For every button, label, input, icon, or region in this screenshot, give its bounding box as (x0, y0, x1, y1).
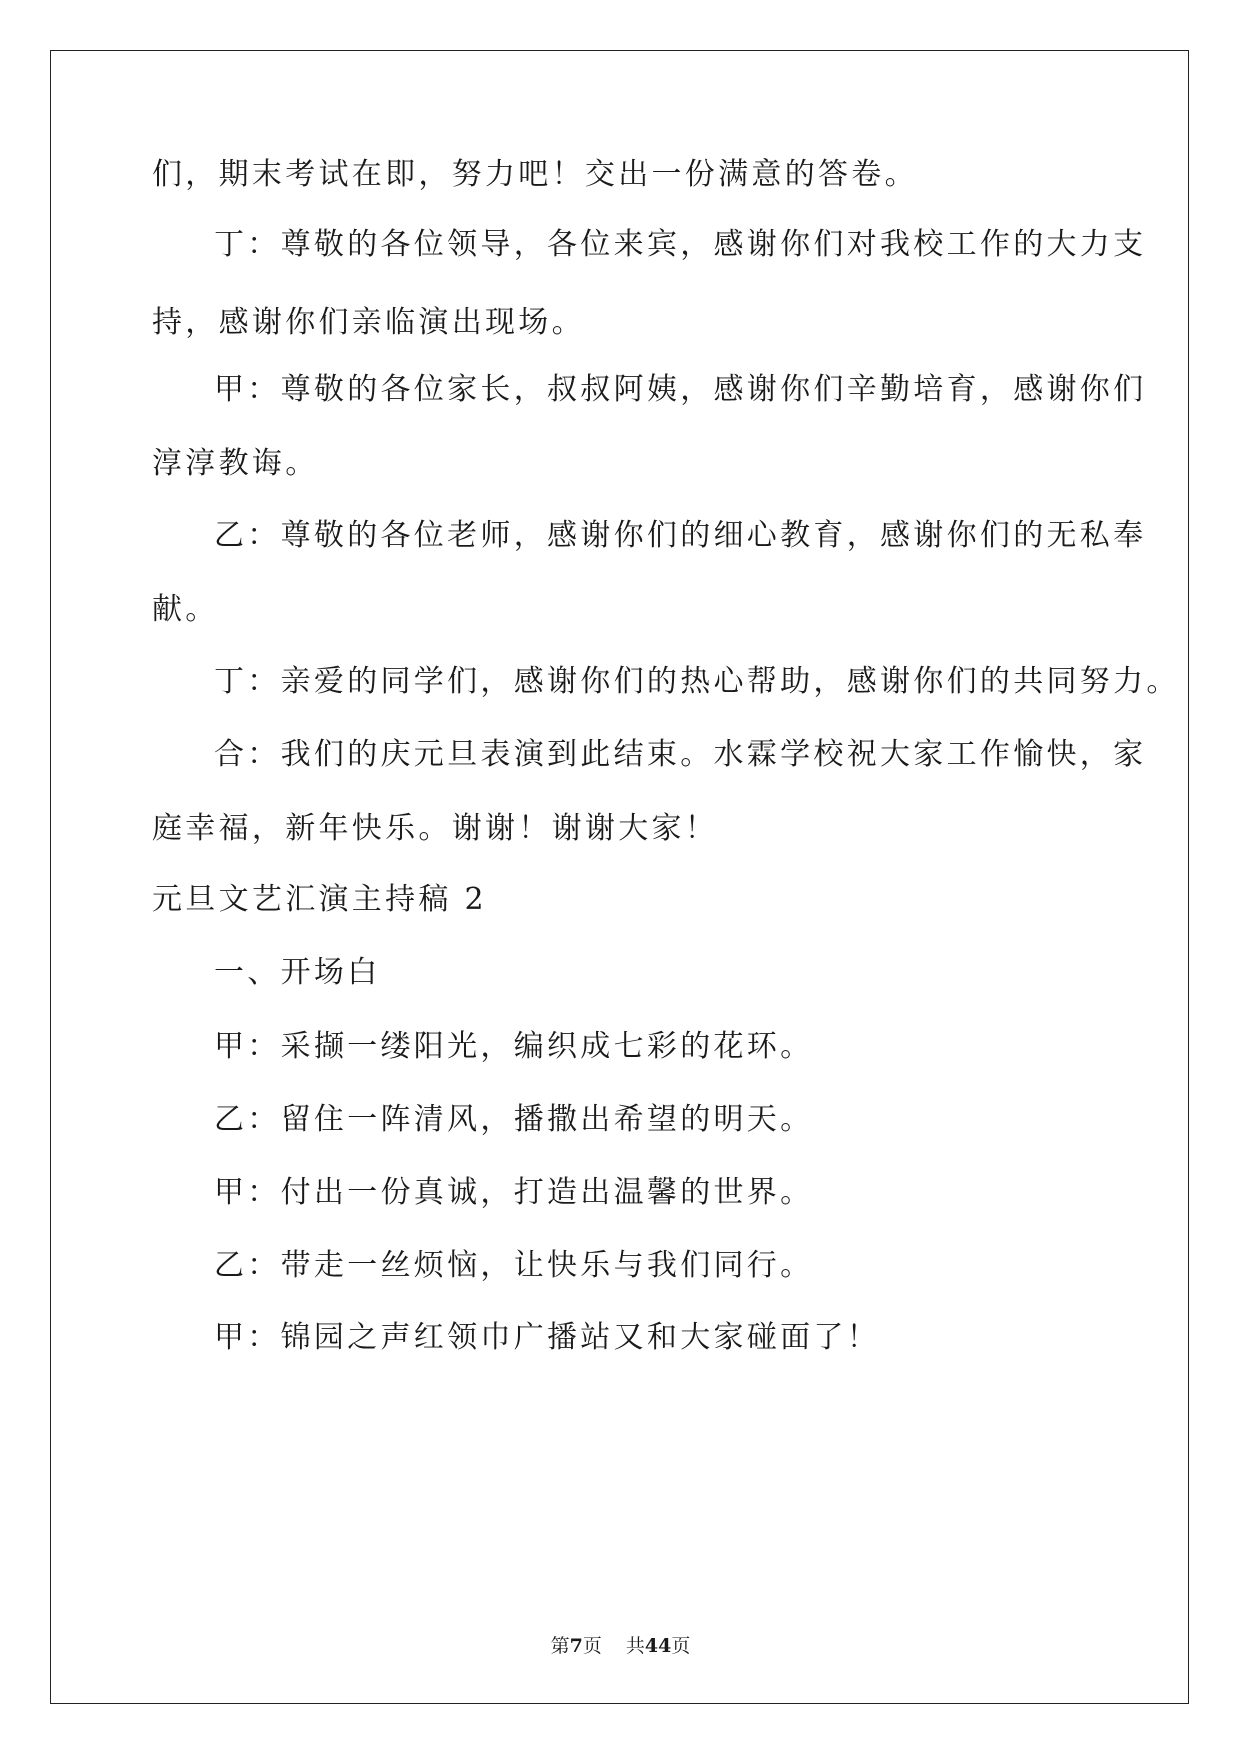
paragraph-line: 乙：带走一丝烦恼，让快乐与我们同行。 (214, 1248, 814, 1283)
paragraph-line: 献。 (152, 592, 219, 627)
section-heading: 元旦文艺汇演主持稿 2 (152, 882, 487, 917)
paragraph-line: 甲：尊敬的各位家长，叔叔阿姨，感谢你们辛勤培育，感谢你们 (214, 372, 1147, 407)
paragraph-line: 甲：锦园之声红领巾广播站又和大家碰面了！ (214, 1320, 880, 1355)
page-footer (0, 1634, 1241, 1658)
footer-page-prefix: 第 (550, 1635, 570, 1657)
paragraph-line: 甲：付出一份真诚，打造出温馨的世界。 (214, 1175, 814, 1210)
footer-total-pages: 44 (644, 1635, 672, 1657)
paragraph-line: 庭幸福，新年快乐。谢谢！谢谢大家！ (152, 811, 719, 846)
paragraph-line: 乙：留住一阵清风，播撒出希望的明天。 (214, 1102, 814, 1137)
paragraph-line: 们，期末考试在即，努力吧！交出一份满意的答卷。 (152, 157, 918, 192)
subsection-heading: 一、开场白 (214, 955, 381, 990)
paragraph-line: 合：我们的庆元旦表演到此结束。水霖学校祝大家工作愉快，家 (214, 737, 1147, 772)
paragraph-line: 乙：尊敬的各位老师，感谢你们的细心教育，感谢你们的无私奉 (214, 518, 1147, 553)
paragraph-line: 持，感谢你们亲临演出现场。 (152, 305, 585, 340)
paragraph-line: 甲：采撷一缕阳光，编织成七彩的花环。 (214, 1029, 814, 1064)
paragraph-line: 淳淳教诲。 (152, 446, 319, 481)
footer-total-prefix: 共 (625, 1635, 645, 1657)
page-border (50, 50, 1189, 1704)
footer-page-number: 7 (569, 1635, 583, 1657)
footer-page-suffix: 页 (582, 1635, 602, 1657)
paragraph-line: 丁：尊敬的各位领导，各位来宾，感谢你们对我校工作的大力支 (214, 227, 1147, 262)
paragraph-line: 丁：亲爱的同学们，感谢你们的热心帮助，感谢你们的共同努力。 (214, 664, 1180, 699)
footer-total-suffix: 页 (671, 1635, 691, 1657)
